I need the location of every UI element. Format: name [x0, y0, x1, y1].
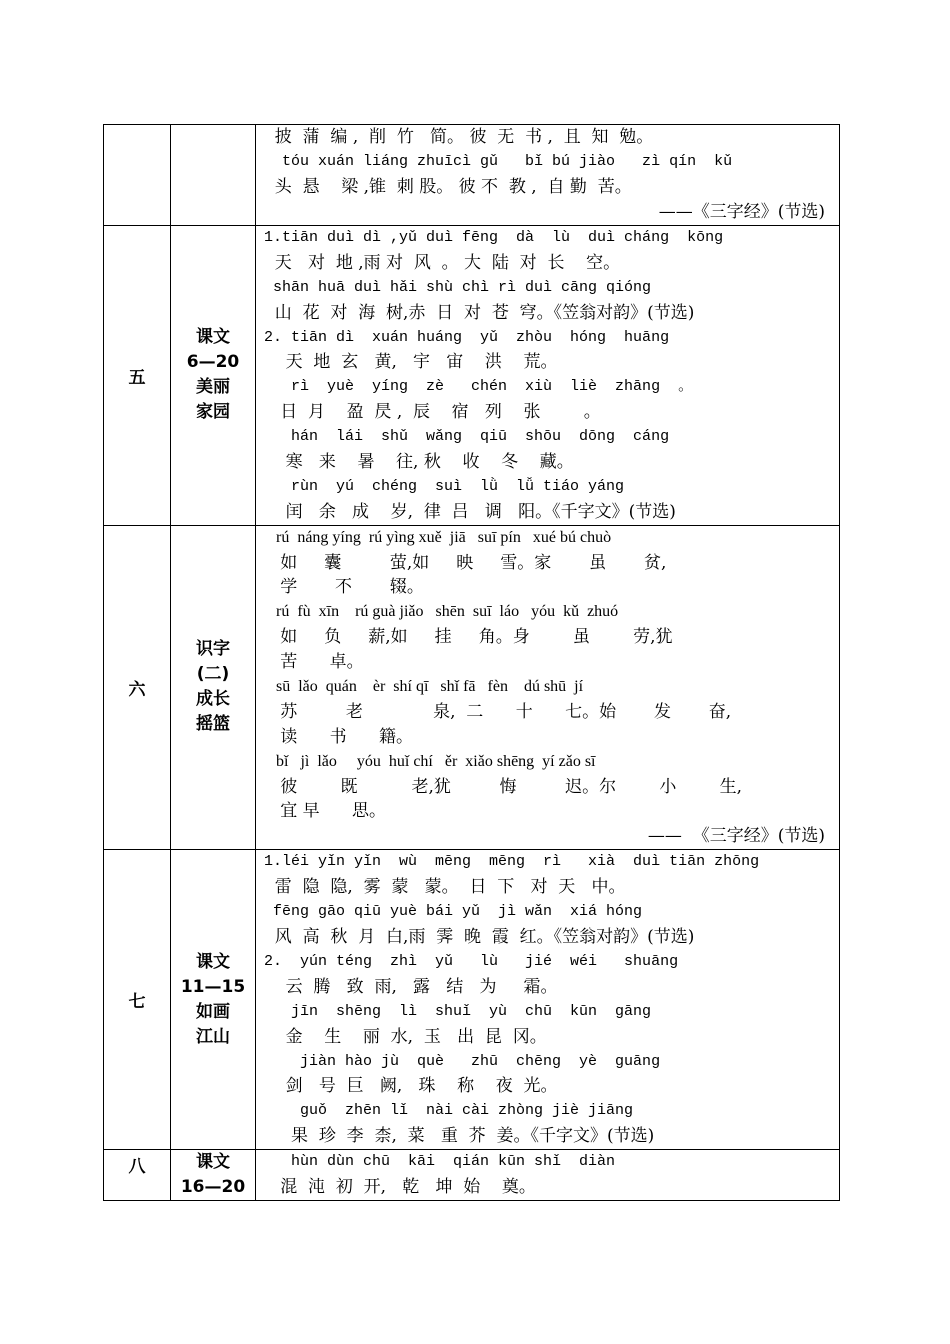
pinyin-line: hán lái shǔ wǎng qiū shōu dōng cáng [264, 428, 670, 446]
pinyin-line: jīn shēng lì shuǐ yù chū kūn gāng [264, 1002, 652, 1020]
unit-cell: 八 [104, 1150, 171, 1201]
text-line: 风 高 秋 月 白,雨 霁 晚 霞 红。《笠翁对韵》(节选) [264, 927, 695, 948]
topic-cell [171, 125, 256, 226]
text-line: 彼 既 老,犹 悔 迟。尔 小 生, [264, 776, 743, 797]
table-row [104, 525, 840, 850]
topic-cell [171, 1150, 256, 1201]
source-line: —— 《三字经》(节选) [647, 826, 825, 847]
pinyin-line: 2. yún téng zhì yǔ lù jié wéi shuāng [264, 952, 679, 970]
content-cell [256, 125, 840, 226]
table-row [104, 1150, 840, 1201]
topic-line: 11—15 [180, 976, 246, 997]
pinyin-line: rú fù xīn rú guà jiǎo shēn suī láo yóu kǔ zhuó [264, 603, 619, 621]
source-line: ——《三字经》(节选) [658, 201, 825, 222]
table-row [104, 850, 840, 1150]
unit-cell: 五 [104, 226, 171, 526]
pinyin-line: jiàn hào jù què zhū chēng yè guāng [264, 1052, 661, 1070]
topic-cell [171, 226, 256, 526]
text-table [103, 124, 840, 1201]
topic-cell [171, 525, 256, 850]
topic-line: 成长 [196, 689, 230, 710]
unit-cell: 六 [104, 525, 171, 850]
topic-line: 16—20 [180, 1177, 246, 1198]
pinyin-line: sū lǎo quán èr shí qī shǐ fā fèn dú shū jí [264, 678, 584, 696]
pinyin-line: rùn yú chéng suì lǜ lǚ tiáo yáng [264, 477, 625, 495]
pinyin-line: 1.tiān duì dì ,yǔ duì fēng dà lù duì cháng kōng [264, 229, 724, 246]
content-cell [256, 1150, 840, 1201]
pinyin-line: guǒ zhēn lǐ nài cài zhòng jiè jiāng [264, 1102, 634, 1120]
text-line: 如 囊 萤,如 映 雪。家 虽 贫, [264, 552, 667, 573]
topic-line: 家园 [196, 402, 230, 423]
text-line: 闰 余 成 岁, 律 吕 调 阳。《千字文》(节选) [264, 501, 676, 522]
pinyin-line: rú náng yíng rú yìng xuě jiā suī pín xué bú chuò [264, 528, 612, 546]
text-line: 混 沌 初 开, 乾 坤 始 奠。 [264, 1177, 536, 1198]
text-line: 日 月 盈 昃 , 辰 宿 列 张 。 [264, 402, 601, 423]
table-row [104, 226, 840, 526]
pinyin-line: 1.léi yǐn yǐn wù mēng mēng rì xià duì tiān zhōng [264, 853, 760, 871]
text-line: 天 地 玄 黄, 宇 宙 洪 荒。 [264, 352, 558, 373]
table-row [104, 125, 840, 226]
topic-line: 江山 [196, 1026, 230, 1047]
text-line: 披 蒲 编 , 削 竹 简。 彼 无 书 , 且 知 勉。 [264, 127, 654, 148]
text-line: 天 对 地 ,雨 对 风 。 大 陆 对 长 空。 [264, 252, 621, 273]
text-line: 学 不 辍。 [264, 577, 424, 598]
content-cell [256, 525, 840, 850]
unit-cell: 七 [104, 850, 171, 1150]
topic-line: 6—20 [186, 352, 240, 373]
pinyin-line: bǐ jì lǎo yóu huǐ chí ěr xiǎo shēng yí zǎo sī [264, 752, 596, 770]
text-line: 剑 号 巨 阙, 珠 称 夜 光。 [264, 1076, 558, 1097]
text-line: 读 书 籍。 [264, 726, 414, 747]
topic-line: 摇篮 [196, 714, 230, 735]
topic-cell [171, 850, 256, 1150]
text-line: 金 生 丽 水, 玉 出 昆 冈。 [264, 1026, 547, 1047]
content-cell [256, 850, 840, 1150]
pinyin-line: 2. tiān dì xuán huáng yǔ zhòu hóng huāng [264, 328, 670, 346]
topic-line: 如画 [196, 1001, 230, 1022]
text-line: 苏 老 泉, 二 十 七。始 发 奋, [264, 701, 732, 722]
text-line: 头 悬 梁 ,锥 刺 股。 彼 不 教 , 自 勤 苦。 [264, 177, 632, 197]
pinyin-line: tóu xuán liáng zhuīcì gǔ bǐ bú jiào zì qín kǔ [264, 153, 733, 171]
text-line: 寒 来 暑 往, 秋 收 冬 藏。 [264, 452, 574, 473]
text-line: 云 腾 致 雨, 露 结 为 霜。 [264, 976, 558, 997]
topic-line: (二) [196, 664, 230, 685]
pinyin-line: fēng gāo qiū yuè bái yǔ jì wǎn xiá hóng [264, 903, 643, 921]
text-line: 山 花 对 海 树,赤 日 对 苍 穹。《笠翁对韵》(节选) [264, 302, 695, 323]
text-line: 苦 卓。 [264, 652, 364, 673]
topic-line: 课文 [196, 1152, 230, 1173]
text-line: 如 负 薪,如 挂 角。身 虽 劳,犹 [264, 627, 673, 648]
topic-line: 识字 [196, 639, 230, 660]
pinyin-line: shān huā duì hǎi shù chì rì duì cāng qióng [264, 278, 652, 296]
unit-cell [104, 125, 171, 226]
text-line: 果 珍 李 柰, 菜 重 芥 姜。《千字文》(节选) [264, 1126, 655, 1147]
topic-line: 美丽 [196, 377, 230, 398]
topic-line: 课文 [196, 327, 230, 348]
content-cell [256, 226, 840, 526]
text-line: 雷 隐 隐, 雾 蒙 蒙。 日 下 对 天 中。 [264, 877, 626, 898]
pinyin-line: rì yuè yíng zè chén xiù liè zhāng 。 [264, 378, 694, 396]
text-line: 宜 早 思。 [264, 801, 387, 822]
pinyin-line: hùn dùn chū kāi qián kūn shǐ diàn [264, 1153, 616, 1171]
topic-line: 课文 [196, 951, 230, 972]
